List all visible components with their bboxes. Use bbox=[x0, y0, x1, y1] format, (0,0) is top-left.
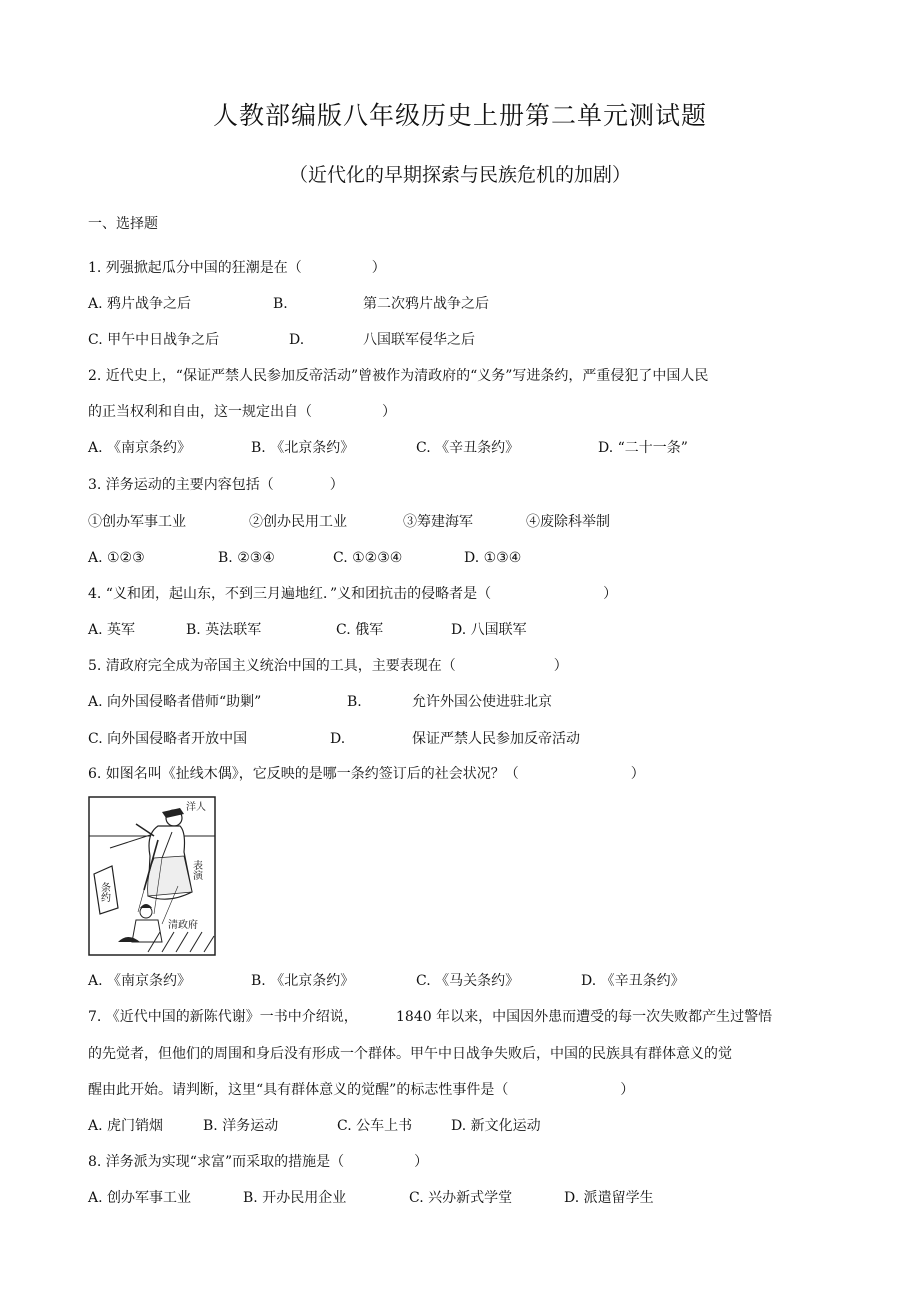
question-7-stem-line-1a: 7. 《近代中国的新陈代谢》一书中介绍说， bbox=[88, 1009, 358, 1025]
question-5-option-d-text: 保证严禁人民参加反帝活动 bbox=[412, 731, 580, 747]
question-5-option-d-key: D. bbox=[330, 731, 346, 747]
question-2-option-c: C. 《辛丑条约》 bbox=[416, 440, 520, 456]
document-title: 人教部编版八年级历史上册第二单元测试题 bbox=[212, 101, 707, 130]
question-7-stem-line-1b: 1840 年以来，中国因外患而遭受的每一次失败都产生过警悟 bbox=[396, 1009, 773, 1025]
question-5-stem: 5. 清政府完全成为帝国主义统治中国的工具，主要表现在（ ） bbox=[88, 658, 568, 674]
document-subtitle: （近代化的早期探索与民族危机的加剧） bbox=[288, 164, 631, 186]
question-7-stem-line-3: 醒由此开始。请判断，这里“具有群体意义的觉醒”的标志性事件是（ ） bbox=[88, 1082, 635, 1098]
question-6-option-b: B. 《北京条约》 bbox=[251, 973, 355, 989]
puppet-cartoon-figure bbox=[88, 796, 216, 956]
question-3-item-4: ④废除科举制 bbox=[526, 514, 610, 530]
question-5-option-c: C. 向外国侵略者开放中国 bbox=[88, 731, 248, 747]
question-7-option-c: C. 公车上书 bbox=[337, 1118, 413, 1134]
question-7-option-b: B. 洋务运动 bbox=[203, 1118, 279, 1134]
question-5-option-b-text: 允许外国公使进驻北京 bbox=[412, 694, 552, 710]
question-4-option-b: B. 英法联军 bbox=[186, 622, 262, 638]
question-7-stem-line-2: 的先觉者，但他们的周围和身后没有形成一个群体。甲午中日战争失败后，中国的民族具有群体意义的觉 bbox=[88, 1046, 732, 1062]
question-5-option-b-key: B. bbox=[347, 694, 362, 710]
question-8-option-a: A. 创办军事工业 bbox=[88, 1190, 192, 1206]
question-1-option-c: C. 甲午中日战争之后 bbox=[88, 332, 220, 348]
cartoon-label-biaoyan: 表演 bbox=[190, 860, 202, 880]
question-4-stem: 4. “义和团，起山东，不到三月遍地红．”义和团抗击的侵略者是（ ） bbox=[88, 586, 618, 602]
question-3-option-c: C. ①②③④ bbox=[333, 550, 403, 566]
question-6-option-a: A. 《南京条约》 bbox=[88, 973, 192, 989]
cartoon-label-qingzhengfu: 清政府 bbox=[168, 920, 198, 931]
question-2-option-b: B. 《北京条约》 bbox=[251, 440, 355, 456]
question-2-stem-line-2: 的正当权利和自由，这一规定出自（ ） bbox=[88, 404, 396, 420]
question-1-option-d-key: D. bbox=[289, 332, 305, 348]
question-8-stem: 8. 洋务派为实现“求富”而采取的措施是（ ） bbox=[88, 1154, 429, 1170]
cartoon-label-tiaoyue: 条约 bbox=[98, 882, 110, 902]
question-4-option-c: C. 俄军 bbox=[336, 622, 384, 638]
question-1-option-b-text: 第二次鸦片战争之后 bbox=[363, 296, 489, 312]
question-8-option-d: D. 派遣留学生 bbox=[564, 1190, 654, 1206]
question-3-stem: 3. 洋务运动的主要内容包括（ ） bbox=[88, 477, 344, 493]
question-1-option-b-key: B. bbox=[273, 296, 288, 312]
cartoon-label-yangren: 洋人 bbox=[186, 802, 206, 813]
question-3-item-3: ③筹建海军 bbox=[403, 514, 473, 530]
question-7-option-d: D. 新文化运动 bbox=[451, 1118, 541, 1134]
question-1-stem: 1. 列强掀起瓜分中国的狂潮是在（ ） bbox=[88, 260, 386, 276]
question-2-option-a: A. 《南京条约》 bbox=[88, 440, 192, 456]
question-5-option-a: A. 向外国侵略者借师“助剿” bbox=[88, 694, 262, 710]
question-2-stem-line-1: 2. 近代史上，“保证严禁人民参加反帝活动”曾被作为清政府的“义务”写进条约，严重侵犯了中国人民 bbox=[88, 368, 709, 384]
question-3-option-b: B. ②③④ bbox=[218, 550, 275, 566]
question-3-item-2: ②创办民用工业 bbox=[249, 514, 347, 530]
section-heading: 一、选择题 bbox=[88, 216, 158, 232]
question-4-option-a: A. 英军 bbox=[88, 622, 136, 638]
question-1-option-a: A. 鸦片战争之后 bbox=[88, 296, 192, 312]
question-3-option-a: A. ①②③ bbox=[88, 550, 145, 566]
question-6-stem: 6. 如图名叫《扯线木偶》，它反映的是哪一条约签订后的社会状况？（ ） bbox=[88, 766, 645, 782]
question-2-option-d: D. “二十一条” bbox=[598, 440, 688, 456]
question-3-option-d: D. ①③④ bbox=[464, 550, 522, 566]
puppet-cartoon-drawing bbox=[88, 796, 216, 956]
question-7-option-a: A. 虎门销烟 bbox=[88, 1118, 164, 1134]
question-8-option-b: B. 开办民用企业 bbox=[243, 1190, 347, 1206]
question-6-option-d: D. 《辛丑条约》 bbox=[581, 973, 685, 989]
question-8-option-c: C. 兴办新式学堂 bbox=[409, 1190, 513, 1206]
question-4-option-d: D. 八国联军 bbox=[451, 622, 527, 638]
question-6-option-c: C. 《马关条约》 bbox=[416, 973, 520, 989]
question-1-option-d-text: 八国联军侵华之后 bbox=[363, 332, 475, 348]
question-3-item-1: ①创办军事工业 bbox=[88, 514, 186, 530]
